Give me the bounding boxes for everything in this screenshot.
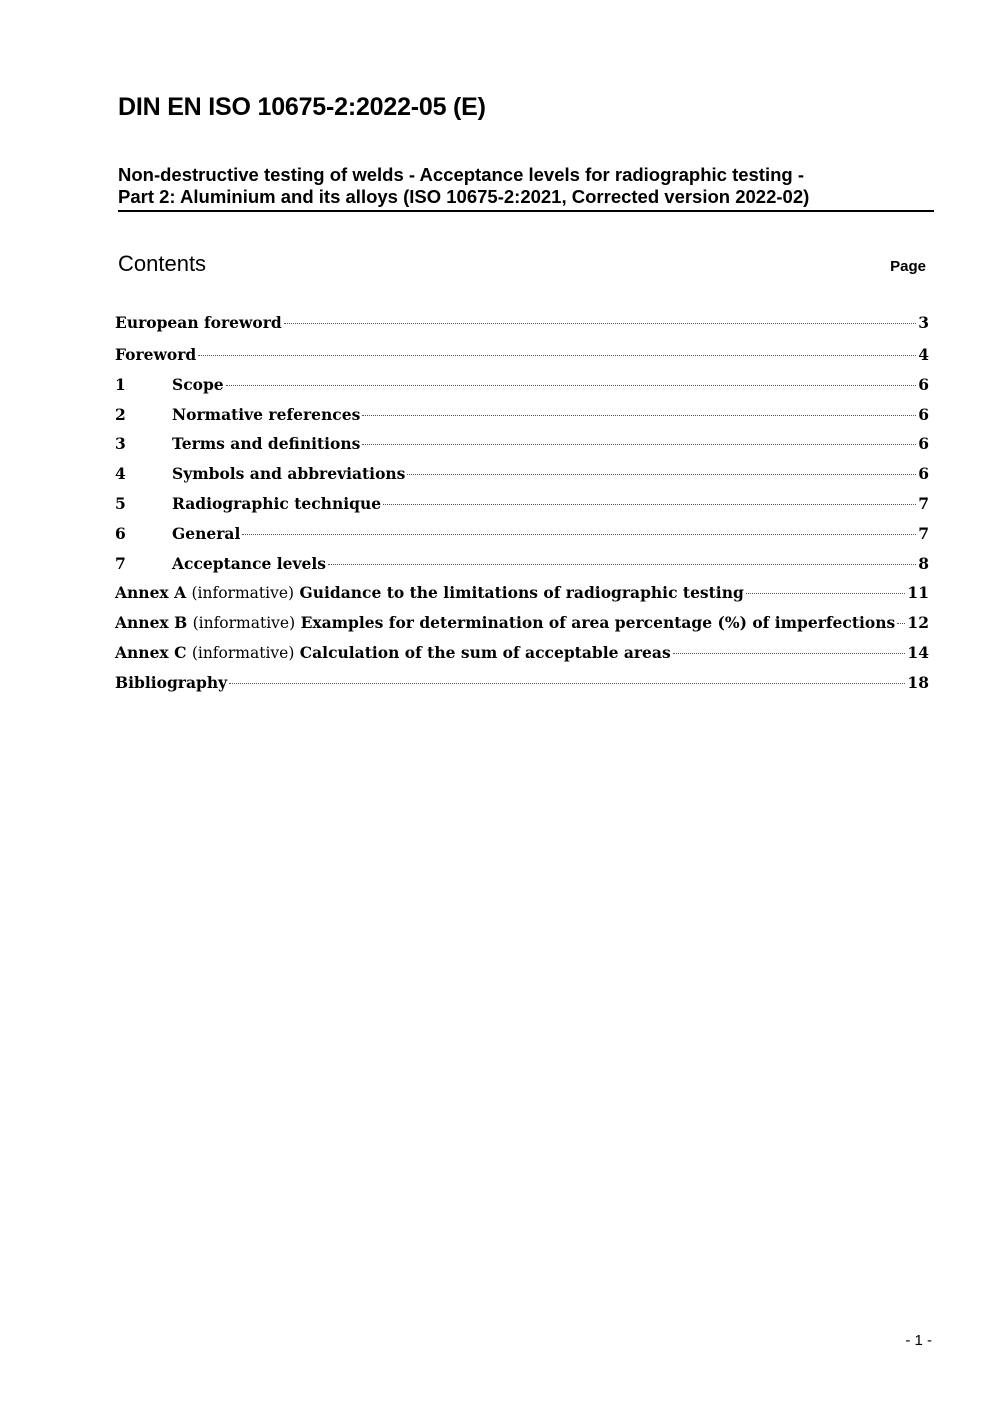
- toc-page-number: 6: [918, 404, 929, 424]
- annex-title: Calculation of the sum of acceptable areas: [299, 642, 671, 662]
- toc-entry-symbols-and-abbreviations[interactable]: [115, 463, 929, 493]
- toc-leader: [383, 504, 916, 505]
- informative-label: (informative): [191, 643, 295, 662]
- toc-entry-bibliography[interactable]: [115, 672, 929, 702]
- toc-page-number: 11: [907, 583, 929, 603]
- toc-title: Symbols and abbreviations: [172, 464, 406, 484]
- document-id: DIN EN ISO 10675-2:2022-05 (E): [118, 93, 486, 121]
- toc-title: Acceptance levels: [172, 553, 327, 573]
- toc-leader: [407, 474, 916, 475]
- subtitle-line-1: Non-destructive testing of welds - Acceptance levels for radiographic testing -: [118, 164, 805, 185]
- toc-leader: [284, 323, 916, 324]
- toc-title: Scope: [172, 374, 224, 394]
- toc-entry-annex-b[interactable]: [115, 612, 929, 642]
- toc-section-number: 3: [115, 434, 126, 454]
- toc-page-number: 6: [918, 374, 929, 394]
- toc-leader: [362, 415, 916, 416]
- toc-entry-annex-c[interactable]: [115, 642, 929, 672]
- toc-leader: [673, 653, 906, 654]
- toc-title: Normative references: [172, 404, 361, 424]
- toc-section-number: 1: [115, 374, 126, 394]
- toc-page-number: 4: [918, 345, 929, 364]
- toc-title: Bibliography: [115, 672, 228, 692]
- contents-heading: Contents: [118, 251, 207, 276]
- annex-label: Annex C: [115, 642, 187, 662]
- toc-leader: [746, 593, 906, 594]
- toc-page-number: 14: [907, 642, 929, 662]
- toc-leader: [897, 623, 905, 624]
- toc-page-number: 8: [918, 553, 929, 573]
- toc-page-number: 12: [907, 613, 929, 633]
- toc-entry-annex-a[interactable]: [115, 582, 929, 612]
- toc-annex-title: [115, 642, 671, 664]
- toc-section-number: 4: [115, 464, 126, 484]
- toc-leader: [229, 683, 905, 684]
- toc-page-number: 7: [918, 493, 929, 513]
- toc-title: European foreword: [115, 313, 282, 332]
- informative-label: (informative): [192, 614, 296, 633]
- annex-title: Examples for determination of area percentage (%) of imperfections: [300, 613, 896, 633]
- toc-page-number: 18: [907, 672, 929, 692]
- informative-label: (informative): [191, 584, 295, 603]
- toc-section-number: 7: [115, 553, 126, 573]
- document-subtitle: [118, 164, 934, 212]
- toc-page-number: 3: [918, 313, 929, 332]
- toc-entry-acceptance-levels[interactable]: [115, 553, 929, 583]
- toc-section-number: 2: [115, 404, 126, 424]
- toc-page-number: 6: [918, 434, 929, 454]
- toc-annex-title: [115, 582, 744, 604]
- toc-page-number: 6: [918, 464, 929, 484]
- toc-title: Radiographic technique: [172, 493, 382, 513]
- toc-section-number: 5: [115, 493, 126, 513]
- toc-section-number: 6: [115, 523, 126, 543]
- toc-entry-european-foreword[interactable]: [115, 312, 929, 344]
- page-column-heading: Page: [890, 258, 926, 275]
- toc-entry-scope[interactable]: [115, 374, 929, 404]
- toc-entry-radiographic-technique[interactable]: [115, 493, 929, 523]
- toc-entry-normative-references[interactable]: [115, 404, 929, 434]
- toc-leader: [362, 444, 916, 445]
- toc-leader: [226, 385, 917, 386]
- table-of-contents: [115, 312, 929, 702]
- toc-title: Foreword: [115, 345, 197, 364]
- toc-entry-terms-and-definitions[interactable]: [115, 433, 929, 463]
- toc-title: General: [172, 523, 241, 543]
- toc-title: Terms and definitions: [172, 434, 361, 454]
- toc-entry-general[interactable]: [115, 523, 929, 553]
- toc-entry-foreword[interactable]: [115, 344, 929, 374]
- toc-leader: [242, 534, 916, 535]
- toc-leader: [198, 355, 916, 356]
- annex-label: Annex A: [115, 583, 187, 603]
- annex-title: Guidance to the limitations of radiographic testing: [299, 583, 744, 603]
- footer-page-number: - 1 -: [905, 1332, 932, 1349]
- annex-label: Annex B: [115, 613, 188, 633]
- subtitle-line-2: Part 2: Aluminium and its alloys (ISO 10675-2:2021, Corrected version 2022-02): [118, 186, 810, 207]
- toc-page-number: 7: [918, 523, 929, 543]
- toc-annex-title: [115, 612, 895, 634]
- toc-leader: [328, 564, 916, 565]
